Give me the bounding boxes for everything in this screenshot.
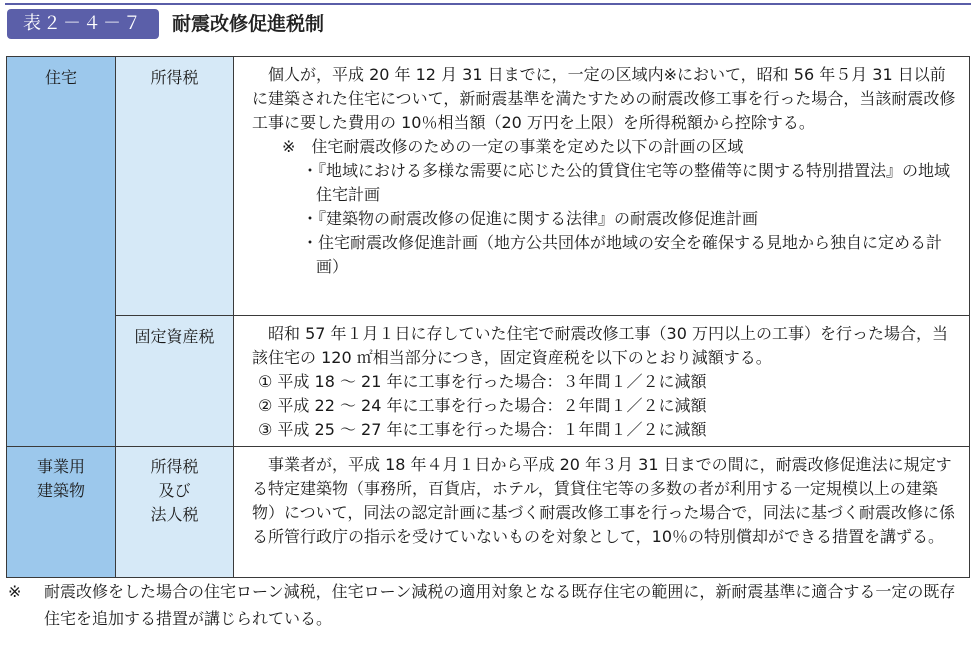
category-cell-business-buildings — [7, 447, 116, 578]
table-title: 耐震改修促進税制 — [172, 13, 325, 35]
description-paragraph: 個人が，平成 20 年 12 月 31 日までに，一定の区域内※において，昭和 56 年５月 31 日以前に建築された住宅について，新耐震基準を満たすための耐震改修工事を行った場合，当該耐震改修工事に要した費用の 10％相当額（20 万円を上限）を所得税額から控除する。 — [252, 65, 956, 132]
category-line: 事業用 — [36, 457, 85, 476]
list-item: ② 平成 22 〜 24 年に工事を行った場合：２年間１／２に減額 — [258, 396, 707, 415]
area-note: ※ 住宅耐震改修のための一定の事業を定めた以下の計画の区域 — [282, 137, 744, 156]
tax-line: 及び — [158, 481, 191, 500]
description-cell-property-tax — [234, 316, 970, 447]
category-cell-housing: 住宅 — [7, 57, 116, 447]
list-item: ・『地域における多様な需要に応じた公的賃貸住宅等の整備等に関する特別措置法』の地域住宅計画 — [302, 161, 951, 204]
description-paragraph: 昭和 57 年１月１日に存していた住宅で耐震改修工事（30 万円以上の工事）を行った場合，当該住宅の 120 ㎡相当部分につき，固定資産税を以下のとおり減額する。 — [252, 324, 948, 367]
description-paragraph: 事業者が，平成 18 年４月１日から平成 20 年３月 31 日までの間に，耐震改修促進法に規定する特定建築物（事務所，百貨店，ホテル，賃貸住宅等の多数の者が利用する一定規模以上の建築物）について，同法の認定計画に基づく耐震改修工事を行った場合で，同法に基づく耐震改修に係る所管行政庁の指示を受けていないものを対象として，10％の特別償却ができる措置を講ずる。 — [252, 455, 956, 546]
tax-table — [6, 56, 970, 578]
footnote-mark: ※ — [8, 582, 22, 601]
description-cell-business — [234, 447, 970, 578]
list-item: ・住宅耐震改修促進計画（地方公共団体が地域の安全を確保する見地から独自に定める計画） — [302, 233, 943, 276]
footnote-text: 耐震改修をした場合の住宅ローン減税，住宅ローン減税の適用対象となる既存住宅の範囲に，新耐震基準に適合する一定の既存住宅を追加する措置が講じられている。 — [44, 582, 956, 628]
table-row — [7, 447, 970, 578]
table-row — [7, 316, 970, 447]
list-item: ① 平成 18 〜 21 年に工事を行った場合：３年間１／２に減額 — [258, 372, 707, 391]
list-item: ・『建築物の耐震改修の促進に関する法律』の耐震改修促進計画 — [302, 209, 759, 228]
tax-line: 所得税 — [150, 457, 199, 476]
table-number-badge: 表２－４－７ — [7, 9, 159, 39]
tax-line: 法人税 — [150, 505, 199, 524]
header-rule — [5, 3, 971, 5]
description-cell-income-tax — [234, 57, 970, 316]
tax-cell-income-corporate-tax — [116, 447, 234, 578]
footnote — [8, 578, 968, 632]
table-row — [7, 57, 970, 316]
list-item: ③ 平成 25 〜 27 年に工事を行った場合：１年間１／２に減額 — [258, 420, 707, 439]
tax-cell-income-tax: 所得税 — [116, 57, 234, 316]
tax-cell-property-tax: 固定資産税 — [116, 316, 234, 447]
category-line: 建築物 — [36, 481, 85, 500]
